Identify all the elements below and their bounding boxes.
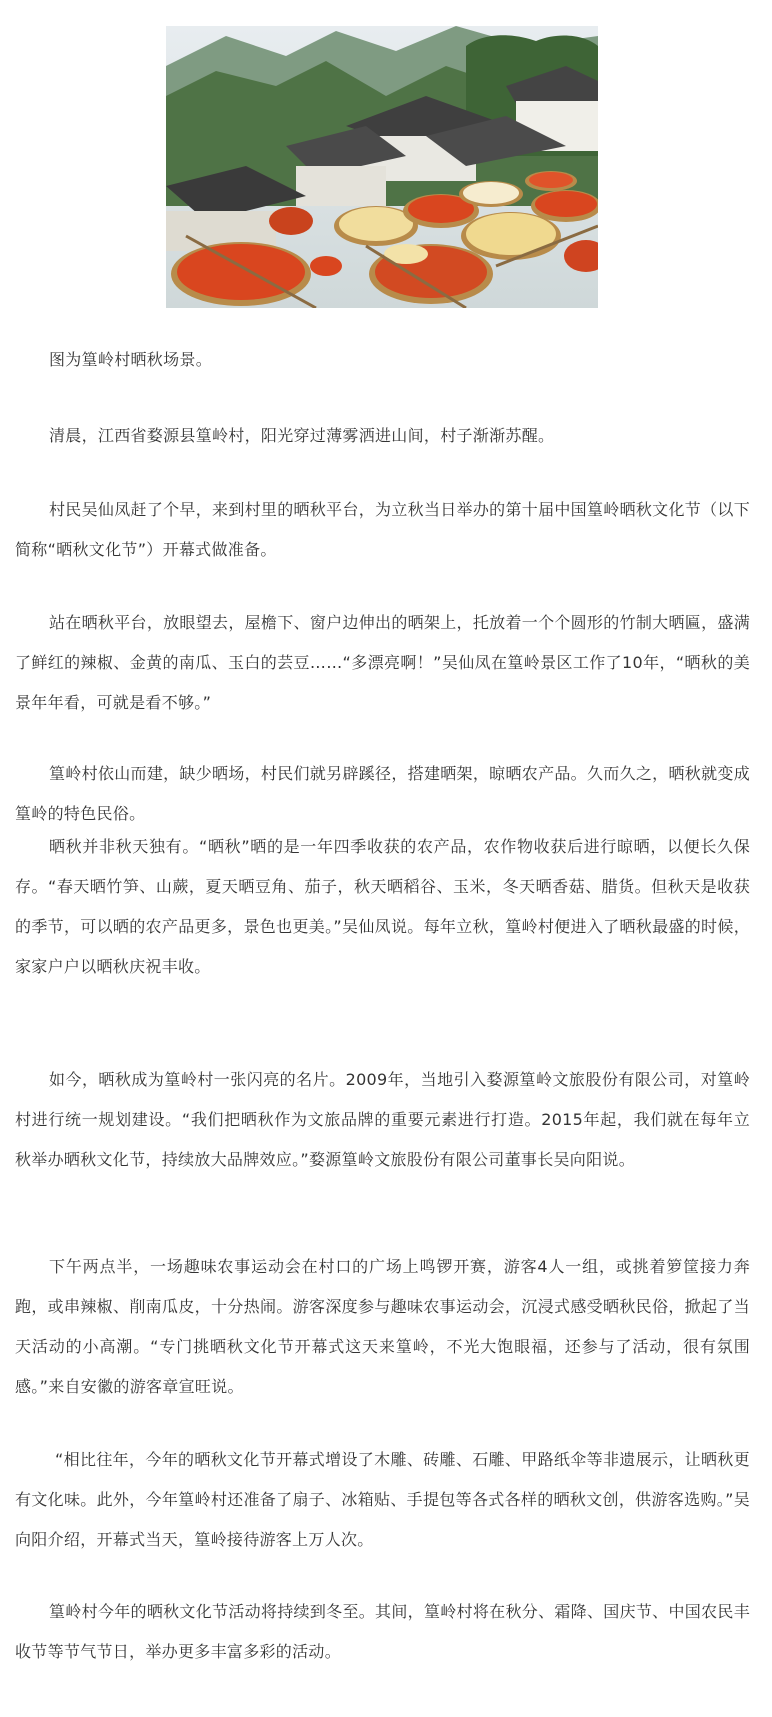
caption-paragraph: 图为篁岭村晒秋场景。: [49, 350, 213, 369]
article-paragraph: 村民吴仙凤赶了个早，来到村里的晒秋平台，为立秋当日举办的第十届中国篁岭晒秋文化节（以下简称“晒秋文化节”）开幕式做准备。: [15, 500, 750, 559]
article-paragraph: 篁岭村依山而建，缺少晒场，村民们就另辟蹊径，搭建晒架，晾晒农产品。久而久之，晒秋就变成篁岭的特色民俗。: [15, 764, 750, 823]
article-paragraph: 篁岭村今年的晒秋文化节活动将持续到冬至。其间，篁岭村将在秋分、霜降、国庆节、中国农民丰收节等节气节日，举办更多丰富多彩的活动。: [15, 1602, 750, 1661]
article-paragraph: 如今，晒秋成为篁岭村一张闪亮的名片。2009年，当地引入婺源篁岭文旅股份有限公司，对篁岭村进行统一规划建设。“我们把晒秋作为文旅品牌的重要元素进行打造。2015年起，我们就在每年立秋举办晒秋文化节，持续放大品牌效应。”婺源篁岭文旅股份有限公司董事长吴向阳说。: [15, 1070, 750, 1169]
article-paragraph: 站在晒秋平台，放眼望去，屋檐下、窗户边伸出的晒架上，托放着一个个圆形的竹制大晒匾，盛满了鲜红的辣椒、金黄的南瓜、玉白的芸豆……“多漂亮啊！”吴仙凤在篁岭景区工作了10年，“晒秋的美景年年看，可就是看不够。”: [15, 613, 750, 712]
article-paragraph: “相比往年，今年的晒秋文化节开幕式增设了木雕、砖雕、石雕、甲路纸伞等非遗展示，让晒秋更有文化味。此外，今年篁岭村还准备了扇子、冰箱贴、手提包等各式各样的晒秋文创，供游客选购。”吴向阳介绍，开幕式当天，篁岭接待游客上万人次。: [15, 1450, 750, 1549]
village-drying-scene-photo: [166, 26, 598, 308]
article-paragraph: 下午两点半，一场趣味农事运动会在村口的广场上鸣锣开赛，游客4人一组，或挑着箩筐接力奔跑，或串辣椒、削南瓜皮，十分热闹。游客深度参与趣味农事运动会，沉浸式感受晒秋民俗，掀起了当天活动的小高潮。“专门挑晒秋文化节开幕式这天来篁岭，不光大饱眼福，还参与了活动，很有氛围感。”来自安徽的游客章宣旺说。: [15, 1257, 750, 1396]
article-paragraph: 晒秋并非秋天独有。“晒秋”晒的是一年四季收获的农产品，农作物收获后进行晾晒，以便长久保存。“春天晒竹笋、山蕨，夏天晒豆角、茄子，秋天晒稻谷、玉米，冬天晒香菇、腊货。但秋天是收获的季节，可以晒的农产品更多，景色也更美。”吴仙凤说。每年立秋，篁岭村便进入了晒秋最盛的时候，家家户户以晒秋庆祝丰收。: [15, 837, 750, 976]
article-paragraph: 清晨，江西省婺源县篁岭村，阳光穿过薄雾洒进山间，村子渐渐苏醒。: [49, 426, 555, 445]
